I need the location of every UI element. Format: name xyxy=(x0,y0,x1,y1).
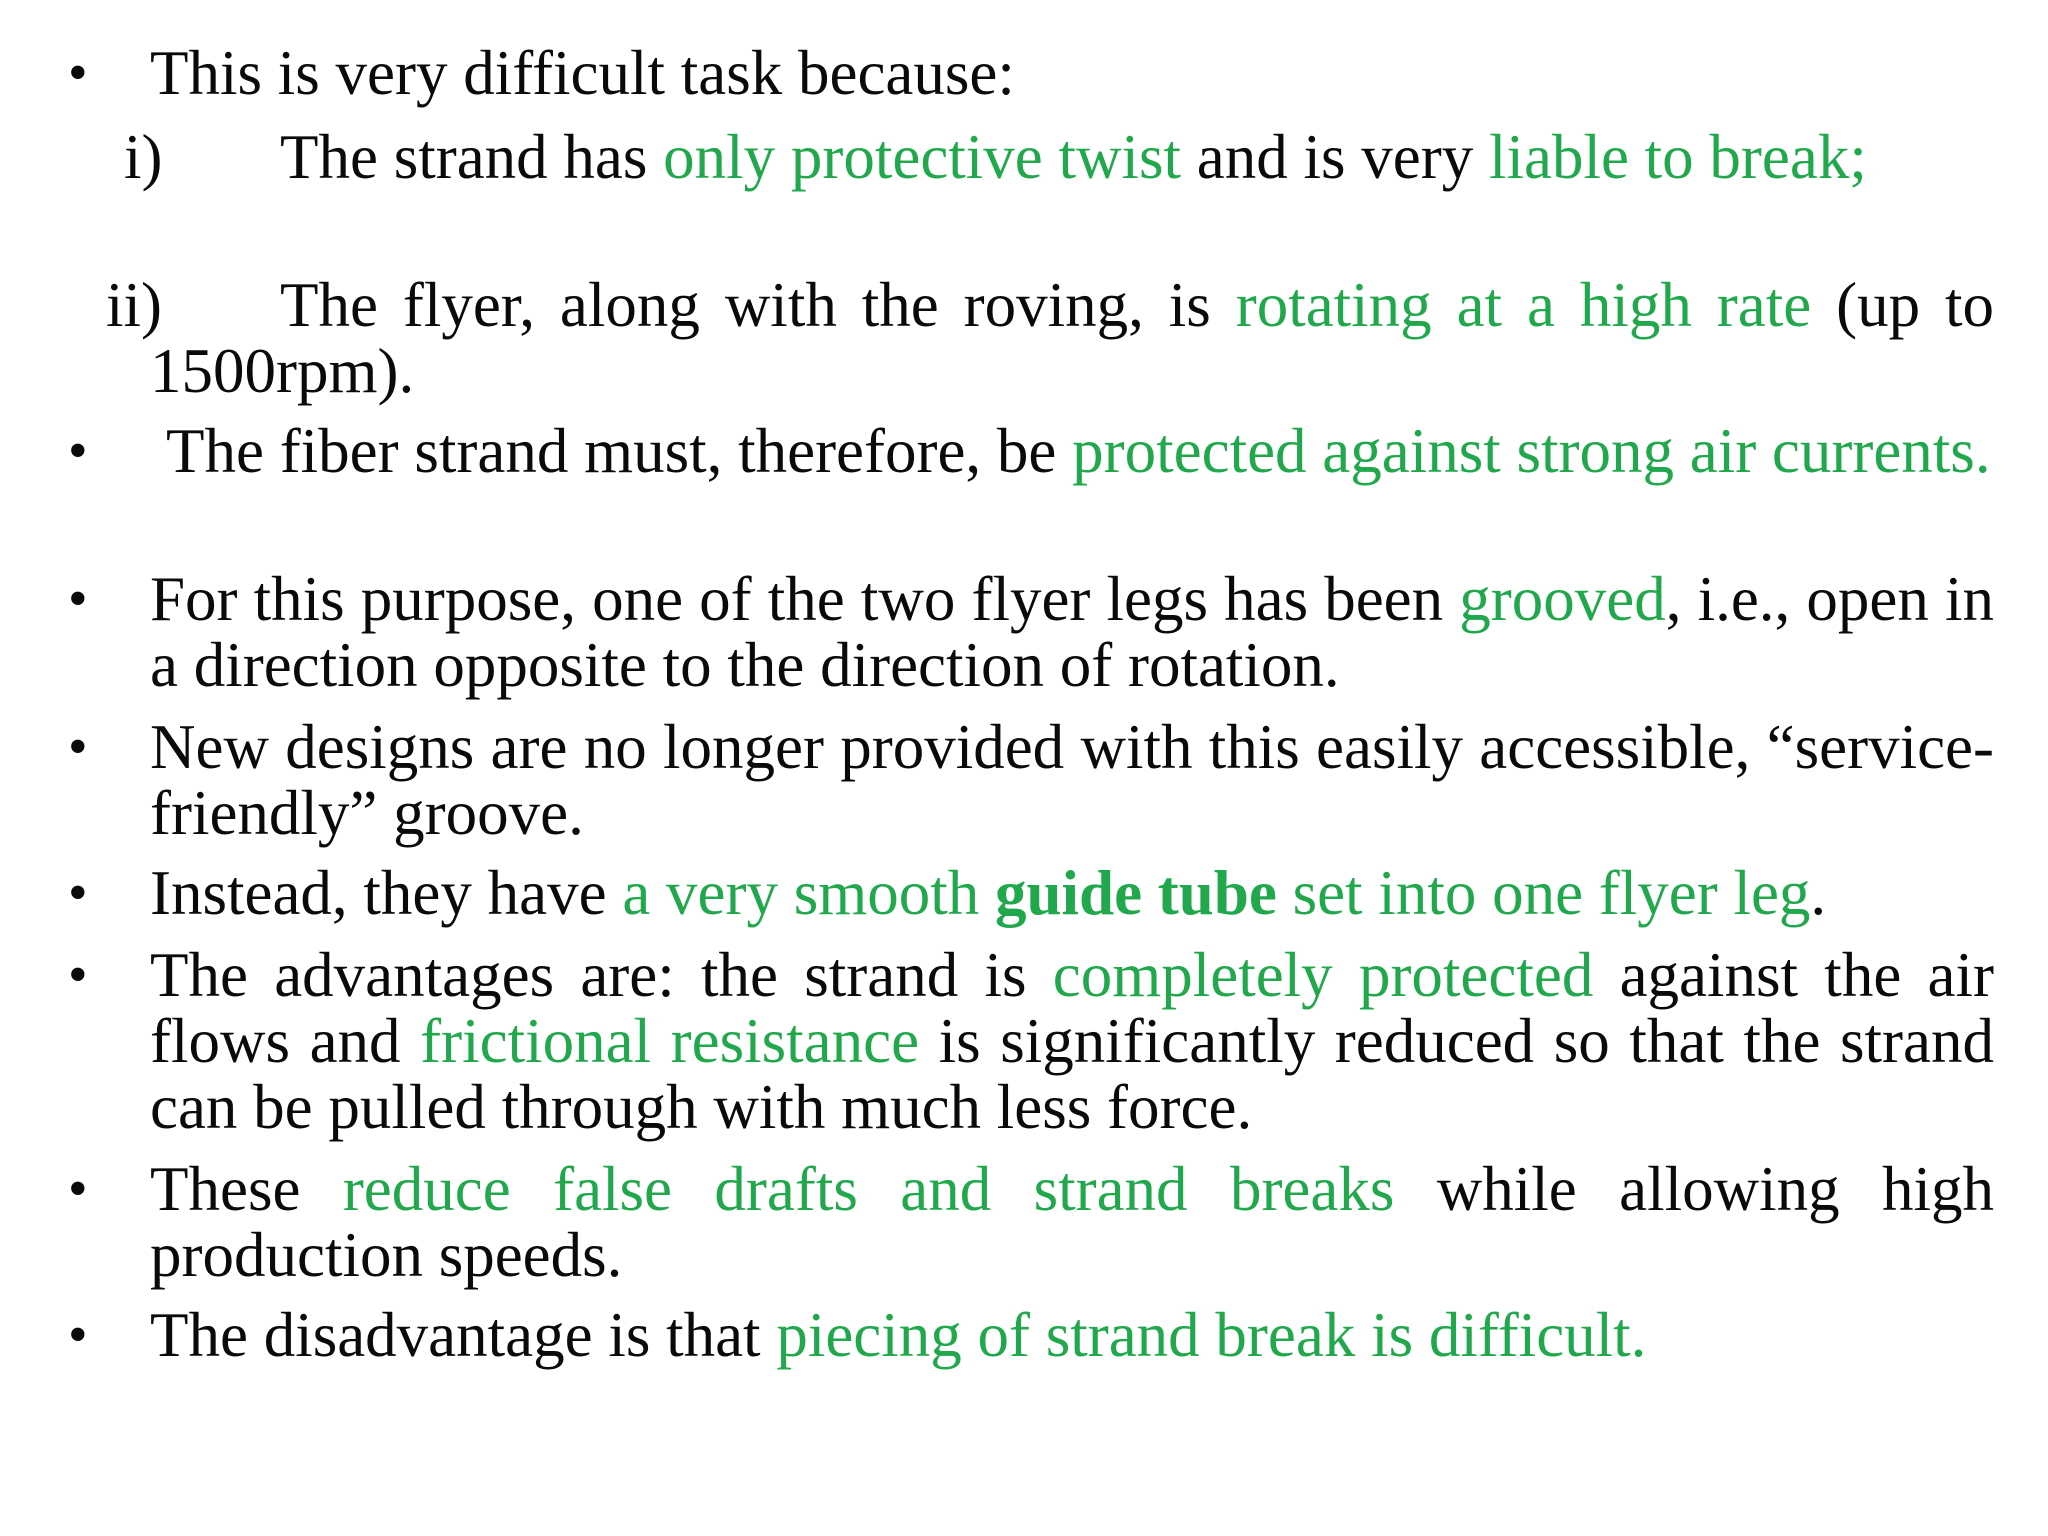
bullet-text: while allowing high production speeds. xyxy=(150,1154,1994,1290)
highlight-bold-text: guide tube xyxy=(995,858,1277,928)
sub-item-strand-twist xyxy=(150,124,1994,190)
highlight-text: reduce false drafts and strand breaks xyxy=(342,1154,1395,1224)
highlight-text: piecing of strand break is difficult. xyxy=(776,1300,1647,1370)
bullet-text: The advantages are: the strand is xyxy=(150,940,1053,1010)
highlight-text: protected against strong air currents. xyxy=(1072,416,1991,486)
bullet-marker: • xyxy=(68,42,88,104)
bullet-text: . xyxy=(1810,858,1827,928)
highlight-text: frictional resistance xyxy=(420,1006,920,1076)
bullet-text: This is very difficult task because: xyxy=(150,38,1015,108)
bullet-marker: • xyxy=(68,716,88,778)
sub-item-number: ii) xyxy=(106,270,162,340)
highlight-text: only protective twist xyxy=(663,122,1182,192)
highlight-text: rotating at a high rate xyxy=(1235,270,1812,340)
bullet-reduce-drafts xyxy=(150,1156,1994,1288)
bullet-air-currents xyxy=(150,418,1994,484)
sub-item-text: and is very xyxy=(1181,122,1489,192)
bullet-marker: • xyxy=(68,420,88,482)
bullet-grooved-leg xyxy=(150,566,1994,698)
sub-item-text: The strand has xyxy=(280,122,664,192)
bullet-guide-tube xyxy=(150,860,1994,926)
bullet-text: For this purpose, one of the two flyer legs has been xyxy=(150,564,1460,634)
bullet-text: New designs are no longer provided with this easily accessible, “service-friendly” groove. xyxy=(150,712,1994,848)
sub-item-text: (up to 1500rpm). xyxy=(150,270,1995,406)
bullet-task-difficulty xyxy=(150,40,1994,106)
highlight-text: grooved xyxy=(1459,564,1666,634)
bullet-new-designs xyxy=(150,714,1994,846)
sub-item-flyer-rotation xyxy=(150,272,1994,404)
sub-item-text: The flyer, along with the roving, is xyxy=(280,270,1236,340)
bullet-text: , i.e., open in a direction opposite to the direction of rotation. xyxy=(150,564,1994,700)
highlight-text: liable to break; xyxy=(1488,122,1867,192)
bullet-disadvantage xyxy=(150,1302,1994,1368)
highlight-text: a very smooth xyxy=(622,858,996,928)
bullet-marker: • xyxy=(68,568,88,630)
sub-item-number: i) xyxy=(124,122,163,192)
highlight-text: completely protected xyxy=(1052,940,1594,1010)
highlight-text: set into one flyer leg xyxy=(1276,858,1811,928)
bullet-marker: • xyxy=(68,1158,88,1220)
bullet-text: Instead, they have xyxy=(150,858,623,928)
bullet-marker: • xyxy=(68,1304,88,1366)
bullet-text: These xyxy=(150,1154,343,1224)
bullet-marker: • xyxy=(68,862,88,924)
bullet-marker: • xyxy=(68,944,88,1006)
bullet-text: is significantly reduced so that the strand can be pulled through with much less force. xyxy=(150,1006,1994,1142)
bullet-text: The fiber strand must, therefore, be xyxy=(166,416,1073,486)
bullet-text: against the air flows and xyxy=(150,940,1994,1076)
bullet-advantages xyxy=(150,942,1994,1140)
bullet-text: The disadvantage is that xyxy=(150,1300,777,1370)
